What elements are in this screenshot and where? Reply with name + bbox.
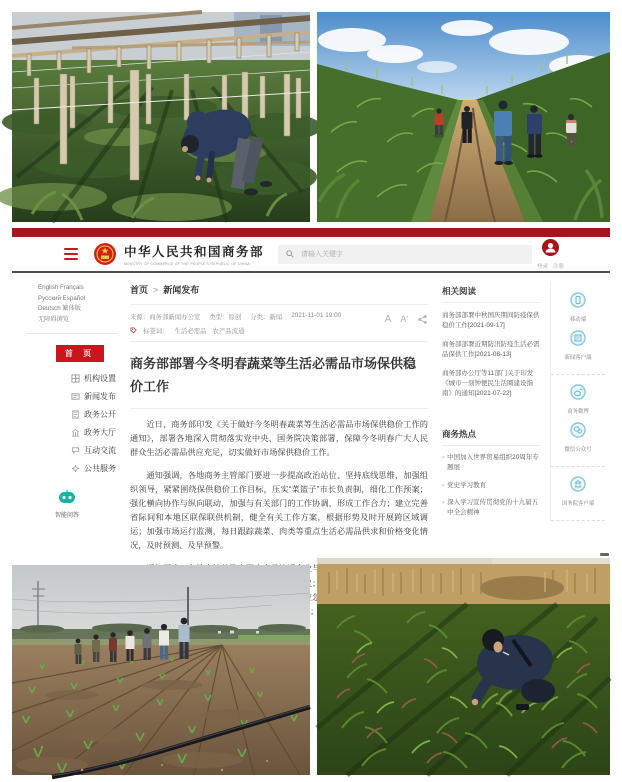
hot-item[interactable]: › 党史学习教育 — [442, 481, 541, 491]
sidebar-item-interact[interactable]: 互动交流 — [26, 441, 118, 459]
search-input[interactable] — [299, 250, 524, 259]
photo-greenhouse-inspection — [12, 12, 310, 222]
site-title: 中华人民共和国商务部 — [124, 245, 265, 260]
sidebar-item-news[interactable]: 新闻发布 — [26, 387, 118, 405]
ai-assistant[interactable] — [26, 490, 118, 519]
sidebar-item-service[interactable]: 公共服务 — [26, 459, 118, 477]
article-meta — [130, 305, 428, 342]
gov-client-icon — [570, 476, 586, 492]
site-title-en: MINISTRY OF COMMERCE OF THE PEOPLE'S REPUBLIC OF CHINA — [124, 261, 250, 266]
hot-item[interactable]: › 深入学习宣传贯彻党的十九届五中全会精神 — [442, 498, 541, 519]
breadcrumb-current[interactable]: 新闻发布 — [163, 285, 200, 295]
tag-link[interactable]: 农产品流通 — [212, 328, 245, 335]
news-app-icon — [570, 330, 586, 346]
site-topbar — [12, 228, 610, 237]
tag-icon — [130, 327, 137, 334]
account-area — [537, 239, 564, 270]
menu-icon[interactable] — [64, 248, 78, 261]
sidebar-nav — [26, 369, 118, 477]
meta-type: 类型：原创 — [209, 314, 242, 321]
interact-icon — [71, 446, 80, 455]
meta-datetime: 2021-11-01 19:00 — [291, 312, 342, 319]
login-link[interactable]: 登录 — [536, 263, 548, 270]
sidebar-item-opengov[interactable]: 政务公开 — [26, 405, 118, 423]
user-avatar-icon[interactable] — [542, 239, 559, 256]
breadcrumb — [130, 281, 428, 305]
mobile-icon — [570, 292, 586, 308]
hall-icon — [71, 428, 80, 437]
language-links — [26, 283, 118, 334]
ai-assistant-label: 智能问答 — [54, 513, 79, 520]
breadcrumb-separator: > — [153, 285, 159, 295]
hot-heading: 商务热点 — [442, 428, 541, 446]
bullet: › — [442, 498, 445, 506]
news-icon — [71, 392, 80, 401]
photo-seedling-field-group — [12, 565, 310, 775]
sidebar-home-button[interactable]: 首 页 — [56, 345, 104, 362]
wechat-icon — [570, 422, 586, 438]
article-title: 商务部部署今冬明春蔬菜等生活必需品市场保供稳价工作 — [130, 356, 417, 394]
hot-item[interactable]: › 中国加入世界贸易组织20周年专题展 — [442, 453, 541, 474]
related-rail — [442, 281, 541, 526]
bullet: › — [442, 453, 445, 461]
font-larger-button[interactable]: A — [384, 314, 392, 325]
quick-icon-rail — [550, 281, 605, 521]
quickbar-wechat[interactable]: 微信公众号 — [551, 422, 605, 453]
lang-link[interactable]: 无障碍浏览 — [38, 315, 69, 323]
site-brand — [124, 242, 264, 266]
meta-category: 分类：新闻 — [250, 314, 283, 321]
title-divider — [130, 408, 428, 409]
org-icon — [71, 374, 80, 383]
search-box[interactable] — [278, 245, 532, 264]
tag-link[interactable]: 生活必需品 — [174, 328, 207, 335]
site-header — [12, 237, 610, 271]
quickbar-news-app[interactable]: 新闻客户端 — [551, 330, 605, 361]
register-link[interactable]: 注册 — [552, 263, 564, 270]
related-item[interactable]: 商务部办公厅等11部门关于印发《城市一刻钟便民生活圈建设指南》的通知[2021-07-22] — [442, 369, 534, 398]
meta-source: 来源：商务部新闻办公室 — [130, 314, 201, 321]
lang-link[interactable]: Русский Español — [38, 294, 86, 302]
sidebar-item-hall[interactable]: 政务大厅 — [26, 423, 118, 441]
quickbar-mobile[interactable]: 移动端 — [551, 292, 605, 323]
photo-cornfield-group — [317, 12, 610, 222]
tags-label: 标签词： — [143, 328, 169, 335]
share-icon[interactable] — [417, 314, 428, 325]
national-emblem-logo — [94, 243, 116, 265]
related-heading: 相关阅读 — [442, 285, 541, 303]
robot-icon — [57, 490, 77, 503]
opengov-icon — [71, 410, 80, 419]
quickbar-gov-client[interactable]: 国务院客户端 — [551, 476, 605, 507]
search-icon — [286, 250, 294, 258]
mofcom-webpage — [12, 228, 610, 564]
weibo-icon — [570, 384, 586, 400]
article-paragraph: 近日，商务部印发《关于做好今冬明春蔬菜等生活必需品市场保供稳价工作的通知》，部署各地深入贯彻落实党中央、国务院决策部署，保障今冬明春广大人民群众生活必需品供应充足，切实做好市场保供稳价工作。 — [130, 419, 428, 457]
font-smaller-button[interactable]: A' — [400, 314, 408, 324]
left-sidebar — [26, 281, 118, 519]
lang-link[interactable]: Deutsch 繁体版 — [38, 305, 81, 313]
sidebar-item-org[interactable]: 机构设置 — [26, 369, 118, 387]
bullet: › — [442, 481, 445, 489]
related-item[interactable]: 商务部部署近期防汛防疫生活必需品保供工作[2021-08-13] — [442, 340, 540, 359]
quickbar-weibo[interactable]: 商务微博 — [551, 384, 605, 415]
photo-crouching-inspection — [317, 558, 610, 775]
dry-reed-band — [317, 564, 610, 608]
service-icon — [71, 464, 80, 473]
article-paragraph: 通知强调，各地商务主管部门要进一步提高政治站位、坚持底线思维，加强组织领导，紧紧围绕保供稳价工作目标，压实“菜篮子”市长负责制，细化工作预案；强化横向协作与纵向联动，加强与有关部门的工作协调，形成工作合力；建立完善省际间和本地区联保联供机制，健全有关工作方案，根据形势及时开展跨区域调运；加强市场运行监测，每日跟踪蔬菜、肉类等重点生活必需品供求和价格变化情况，及时预测、及早预警。 — [130, 470, 428, 551]
related-item[interactable]: 商务部部署中秋国庆期间防疫保供稳价工作[2021-09-17] — [442, 312, 540, 330]
breadcrumb-home[interactable]: 首页 — [130, 285, 149, 295]
lang-link[interactable]: English Français — [38, 284, 84, 291]
scrollbar-thumb[interactable] — [600, 553, 609, 556]
